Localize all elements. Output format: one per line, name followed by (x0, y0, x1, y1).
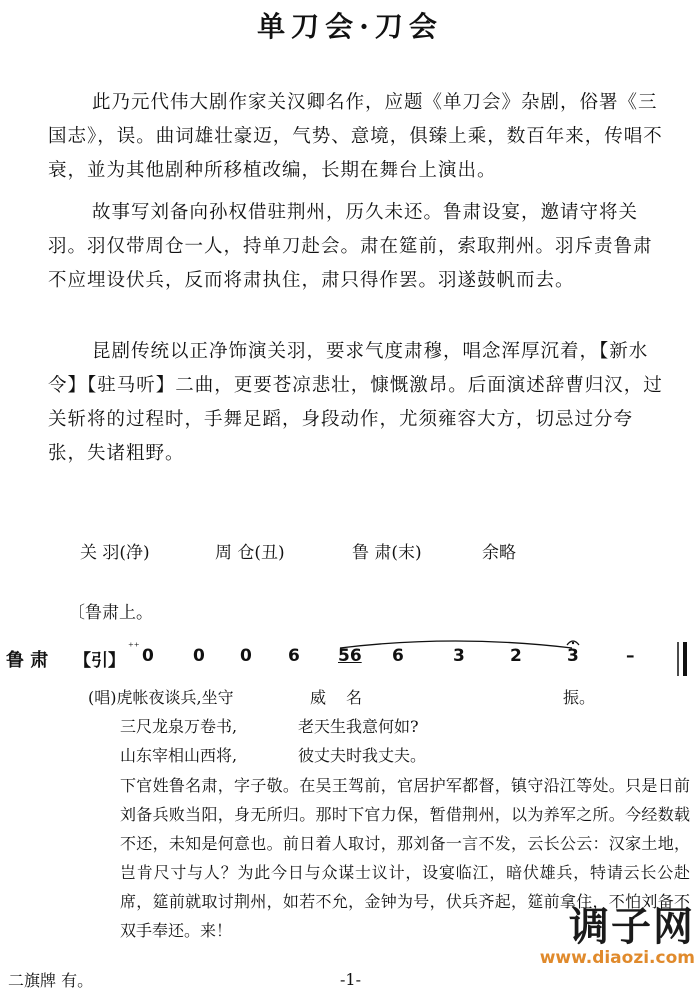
stage-direction: 〔鲁肃上。 (68, 603, 153, 623)
intro-paragraph-1: 此乃元代伟大剧作家关汉卿名作，应题《单刀会》杂剧，俗署《三国志》，误。曲词雄壮豪迈，气势、意境，俱臻上乘，数百年来，传唱不衰，並为其他剧种所移植改编，长期在舞台上演出。 (48, 92, 663, 181)
intro-text-2 (48, 196, 668, 298)
lyric-line (120, 741, 688, 770)
lyric-text: 振。 (563, 688, 596, 707)
score-tag: 【引】 (74, 651, 125, 671)
note: 3 (567, 646, 579, 666)
note: 3 (453, 646, 465, 666)
intro-text-3 (48, 335, 668, 471)
intro-text (48, 86, 668, 188)
lyric-text: 三尺龙泉万卷书, (120, 717, 238, 736)
lyric-text: 彼丈夫时我丈夫。 (298, 746, 427, 765)
watermark (470, 895, 695, 968)
note: 0 (193, 646, 205, 666)
note: 6 (288, 646, 300, 666)
score-speaker: 鲁 肃 (6, 650, 49, 671)
lyrics (88, 683, 688, 770)
watermark-url: www.diaozi.com (539, 948, 695, 968)
lyric-text: (唱)虎帐夜谈兵,坐守 (88, 688, 234, 707)
speech-text: 下官姓鲁名肃，字子敬。在吴王驾前，官居护军都督，镇守沿江等处。只是日前刘备兵败当阳，身无所归。那时下官力保，暂借荆州，以为养军之所。今经数载不还，未知是何意也。前日着人取讨，那刘备一言不发，云长公云：汉家土地，岂肯尺寸与人？为此今日与众谋士议计，设宴临江，暗伏雄兵，特请云长公赴席，筵前就取讨荆州，如若不允，金钟为号，伏兵齐起，筵前拿住，不怕刘备不双手奉还。来！ (120, 776, 690, 940)
page-number: -1- (340, 970, 361, 989)
note: 56 (338, 646, 362, 666)
intro-paragraph-3: 昆剧传统以正净饰演关羽，要求气度肃穆，唱念浑厚沉着，【新水令】【驻马听】二曲，更要苍凉悲壮，慷慨激昂。后面演述辞曹归汉，过关斩将的过程时，手舞足蹈，身段动作，尤须雍容大方，切忌过分夸张，失诸粗野。 (48, 341, 663, 464)
note: 6 (392, 646, 404, 666)
lyric-text: 老天生我意何如? (298, 717, 419, 736)
slur-icon (340, 641, 572, 648)
fermata-dot-icon (572, 642, 574, 644)
page-title: 单刀会·刀会 (257, 10, 443, 43)
note: 0 (142, 646, 154, 666)
note: – (626, 646, 635, 666)
lyric-text: 山东宰相山西将, (120, 746, 238, 765)
cast-others: 余略 (482, 543, 516, 563)
note: 0 (240, 646, 252, 666)
lyric-line (88, 683, 688, 712)
cast-zhoucang: 周 仓(丑) (215, 543, 285, 563)
lyric-text: 威 (310, 688, 327, 707)
watermark-logo: 调子网 (569, 904, 695, 950)
score-marks (0, 640, 700, 680)
cast-lusu: 鲁 肃(末) (352, 543, 422, 563)
intro-paragraph-2: 故事写刘备向孙权借驻荆州，历久未还。鲁肃设宴，邀请守将关羽。羽仅带周仓一人，持单刀赴会。肃在筵前，索取荆州。羽斥责鲁肃不应埋设伏兵，反而将肃执住，肃只得作罢。羽遂鼓帆而去。 (48, 202, 653, 291)
score-line (0, 640, 700, 680)
footer-speaker-line: 二旗牌 有。 (8, 971, 94, 990)
lyric-text: 名 (346, 688, 363, 707)
lyric-line (120, 712, 688, 741)
cast-guanyu: 关 羽(净) (80, 543, 150, 563)
sharp-mark: ⁺⁺ (128, 640, 140, 653)
note: 2 (510, 646, 522, 666)
